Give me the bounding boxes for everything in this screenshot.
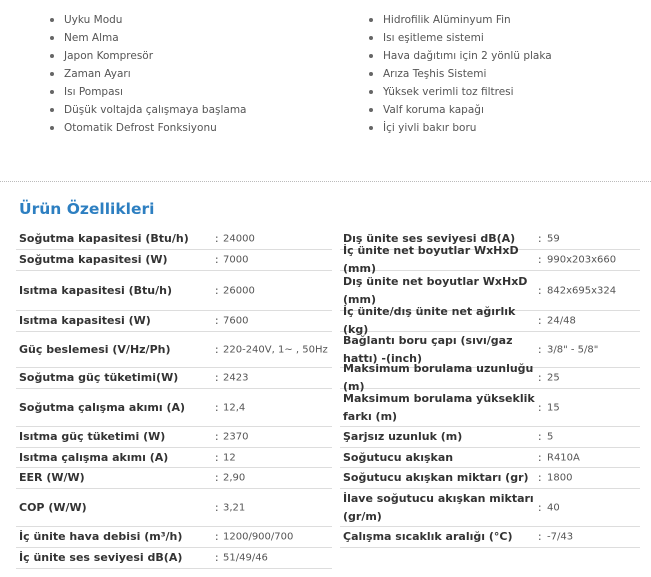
spec-row bbox=[340, 527, 640, 548]
spec-label: İç ünite hava debisi (m³/h) bbox=[19, 530, 183, 543]
bullet-icon bbox=[50, 72, 54, 76]
spec-separator: : bbox=[215, 451, 219, 464]
spec-separator: : bbox=[538, 233, 542, 245]
feature-label: Valf koruma kapağı bbox=[383, 104, 484, 116]
spec-label: Soğutma güç tüketimi(W) bbox=[19, 371, 179, 384]
feature-label: Zaman Ayarı bbox=[64, 68, 131, 80]
spec-label: Soğutma çalışma akımı (A) bbox=[19, 400, 186, 414]
spec-separator: : bbox=[538, 401, 542, 414]
spec-separator: : bbox=[215, 315, 219, 327]
spec-value: R410A bbox=[547, 452, 580, 463]
spec-separator: : bbox=[538, 284, 542, 297]
spec-label: Soğutucu akışkan bbox=[343, 450, 454, 464]
feature-label: Japon Kompresör bbox=[64, 50, 154, 62]
spec-separator: : bbox=[215, 552, 219, 564]
spec-value: 2423 bbox=[223, 372, 249, 384]
spec-label: Soğutma kapasitesi (W) bbox=[19, 253, 168, 266]
spec-row bbox=[16, 389, 332, 427]
bullet-icon bbox=[369, 18, 373, 22]
spec-separator: : bbox=[215, 254, 219, 266]
feature-label: Hidrofilik Alüminyum Fin bbox=[383, 14, 511, 26]
specs-title: Ürün Özellikleri bbox=[19, 200, 155, 218]
spec-separator: : bbox=[538, 531, 542, 543]
feature-item bbox=[369, 83, 552, 101]
feature-item bbox=[50, 65, 247, 83]
feature-label: Arıza Teşhis Sistemi bbox=[383, 68, 487, 80]
spec-separator: : bbox=[215, 372, 219, 384]
section-divider bbox=[0, 181, 651, 182]
feature-label: Düşük voltajda çalışmaya başlama bbox=[64, 104, 247, 116]
feature-item bbox=[50, 119, 247, 137]
spec-label: Isıtma güç tüketimi (W) bbox=[19, 430, 166, 443]
feature-item bbox=[50, 11, 247, 29]
spec-separator: : bbox=[215, 284, 219, 297]
feature-item bbox=[369, 29, 552, 47]
feature-item bbox=[50, 101, 247, 119]
bullet-icon bbox=[369, 36, 373, 40]
spec-row bbox=[16, 250, 332, 271]
spec-separator: : bbox=[538, 343, 542, 356]
spec-row bbox=[16, 548, 332, 569]
spec-value: 24000 bbox=[223, 233, 255, 245]
spec-separator: : bbox=[215, 501, 219, 514]
spec-label: Dış ünite net boyutlar WxHxD (mm) bbox=[343, 274, 528, 306]
features-list-left bbox=[50, 11, 247, 137]
spec-label: COP (W/W) bbox=[19, 500, 87, 514]
spec-row bbox=[16, 489, 332, 527]
spec-separator: : bbox=[215, 531, 219, 543]
specs-table-right bbox=[340, 229, 640, 548]
feature-item bbox=[369, 11, 552, 29]
spec-label: İç ünite ses seviyesi dB(A) bbox=[19, 551, 183, 564]
feature-item bbox=[50, 47, 247, 65]
spec-separator: : bbox=[538, 315, 542, 327]
bullet-icon bbox=[369, 90, 373, 94]
feature-item bbox=[369, 47, 552, 65]
specs-table-left bbox=[16, 229, 332, 569]
spec-value: 1200/900/700 bbox=[223, 531, 294, 543]
feature-label: Nem Alma bbox=[64, 32, 119, 44]
feature-label: Otomatik Defrost Fonksiyonu bbox=[64, 122, 217, 134]
spec-label: Soğutma kapasitesi (Btu/h) bbox=[19, 232, 189, 245]
spec-value: 7000 bbox=[223, 254, 249, 266]
bullet-icon bbox=[50, 18, 54, 22]
spec-value: 12 bbox=[223, 452, 236, 463]
spec-row bbox=[16, 311, 332, 332]
spec-separator: : bbox=[215, 343, 219, 356]
spec-row bbox=[16, 271, 332, 311]
bullet-icon bbox=[50, 54, 54, 58]
spec-label: İç ünite net boyutlar WxHxD (mm) bbox=[343, 244, 519, 275]
spec-value: 15 bbox=[547, 402, 560, 413]
feature-item bbox=[369, 101, 552, 119]
spec-label: Çalışma sıcaklık aralığı (°C) bbox=[343, 530, 513, 543]
spec-row bbox=[340, 448, 640, 468]
spec-value: 25 bbox=[547, 372, 560, 384]
bullet-icon bbox=[50, 126, 54, 130]
spec-row bbox=[16, 448, 332, 468]
spec-row bbox=[16, 427, 332, 448]
spec-value: -7/43 bbox=[547, 531, 574, 543]
spec-value: 842x695x324 bbox=[547, 285, 617, 296]
spec-label: Şarjsız uzunluk (m) bbox=[343, 430, 463, 443]
spec-row bbox=[340, 244, 640, 275]
spec-label: EER (W/W) bbox=[19, 471, 85, 484]
spec-value: 26000 bbox=[223, 285, 255, 296]
spec-row bbox=[16, 368, 332, 389]
feature-item bbox=[369, 65, 552, 83]
spec-separator: : bbox=[538, 451, 542, 464]
feature-label: Isı eşitleme sistemi bbox=[383, 32, 484, 44]
spec-separator: : bbox=[538, 472, 542, 484]
bullet-icon bbox=[369, 108, 373, 112]
bullet-icon bbox=[369, 126, 373, 130]
bullet-icon bbox=[50, 90, 54, 94]
spec-value: 7600 bbox=[223, 315, 249, 327]
spec-value: 1800 bbox=[547, 472, 573, 484]
spec-value: 40 bbox=[547, 502, 560, 513]
features-section bbox=[0, 11, 651, 151]
spec-value: 59 bbox=[547, 233, 560, 245]
spec-label: Güç beslemesi (V/Hz/Ph) bbox=[19, 342, 171, 356]
spec-row bbox=[340, 468, 640, 489]
spec-value: 3,21 bbox=[223, 502, 246, 513]
feature-label: Hava dağıtımı için 2 yönlü plaka bbox=[383, 50, 552, 62]
spec-row bbox=[340, 489, 640, 527]
spec-value: 12,4 bbox=[223, 402, 246, 413]
spec-row bbox=[16, 468, 332, 489]
spec-label: Maksimum borulama uzunluğu (m) bbox=[343, 362, 534, 393]
spec-row bbox=[16, 229, 332, 250]
spec-value: 24/48 bbox=[547, 315, 576, 327]
spec-row bbox=[340, 427, 640, 448]
spec-separator: : bbox=[538, 254, 542, 266]
spec-separator: : bbox=[215, 431, 219, 443]
spec-label: Isıtma çalışma akımı (A) bbox=[19, 450, 169, 464]
spec-label: İç ünite/dış ünite net ağırlık (kg) bbox=[343, 305, 516, 336]
spec-value: 990x203x660 bbox=[547, 254, 617, 266]
spec-value: 2370 bbox=[223, 431, 249, 443]
spec-separator: : bbox=[538, 372, 542, 384]
bullet-icon bbox=[369, 72, 373, 76]
spec-value: 3/8" - 5/8" bbox=[547, 344, 599, 355]
spec-label: Dış ünite ses seviyesi dB(A) bbox=[343, 232, 516, 245]
spec-label: Isıtma kapasitesi (W) bbox=[19, 314, 151, 327]
spec-value: 2,90 bbox=[223, 472, 246, 484]
features-list-right bbox=[369, 11, 552, 137]
spec-separator: : bbox=[538, 431, 542, 443]
spec-row bbox=[340, 305, 640, 336]
feature-label: Yüksek verimli toz filtresi bbox=[383, 86, 514, 98]
spec-label: Isıtma kapasitesi (Btu/h) bbox=[19, 283, 172, 297]
feature-item bbox=[369, 119, 552, 137]
spec-row bbox=[340, 362, 640, 393]
spec-label: İlave soğutucu akışkan miktarı (gr/m) bbox=[343, 491, 534, 523]
feature-label: İçi yivli bakır boru bbox=[383, 122, 477, 134]
spec-separator: : bbox=[538, 501, 542, 514]
feature-item bbox=[50, 29, 247, 47]
feature-item bbox=[50, 83, 247, 101]
feature-label: Uyku Modu bbox=[64, 14, 123, 26]
spec-label: Maksimum borulama yükseklik farkı (m) bbox=[343, 391, 535, 423]
bullet-icon bbox=[50, 36, 54, 40]
spec-value: 220-240V, 1~ , 50Hz bbox=[223, 344, 328, 355]
spec-row bbox=[16, 527, 332, 548]
spec-separator: : bbox=[215, 401, 219, 414]
feature-label: Isı Pompası bbox=[64, 86, 123, 98]
spec-separator: : bbox=[215, 233, 219, 245]
spec-row bbox=[340, 389, 640, 427]
spec-value: 51/49/46 bbox=[223, 552, 268, 564]
spec-label: Bağlantı boru çapı (sıvı/gaz hattı) -(inch) bbox=[343, 333, 513, 365]
bullet-icon bbox=[369, 54, 373, 58]
spec-value: 5 bbox=[547, 431, 554, 443]
bullet-icon bbox=[50, 108, 54, 112]
spec-row bbox=[16, 332, 332, 368]
spec-separator: : bbox=[215, 472, 219, 484]
spec-label: Soğutucu akışkan miktarı (gr) bbox=[343, 471, 529, 484]
